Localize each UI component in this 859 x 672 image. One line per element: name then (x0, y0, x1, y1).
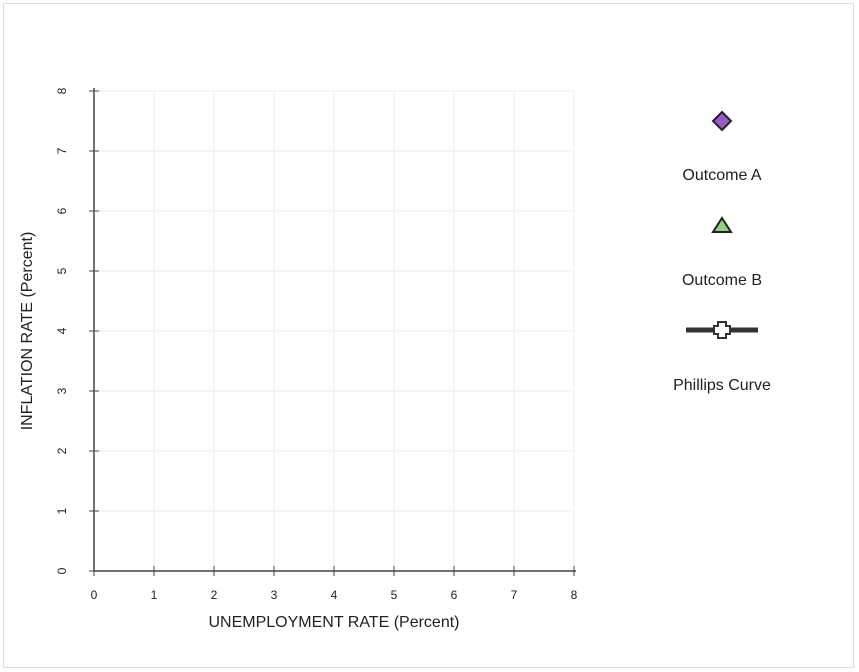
y-tick-label: 3 (55, 387, 69, 395)
x-tick-label: 5 (390, 588, 398, 602)
x-tick-label: 4 (330, 588, 338, 602)
legend-label-outcome-b: Outcome B (681, 272, 763, 289)
legend (673, 112, 771, 394)
x-tick-label: 0 (90, 588, 98, 602)
legend-item-outcome-b[interactable] (682, 218, 762, 289)
x-tick-label: 1 (150, 588, 158, 602)
x-tick-label: 2 (210, 588, 218, 602)
y-tick-label: 0 (55, 567, 69, 575)
x-tick-label: 3 (270, 588, 278, 602)
y-tick-label: 5 (55, 267, 69, 275)
y-axis-title: INFLATION RATE (Percent) (19, 231, 36, 431)
y-tick-label: 2 (55, 447, 69, 455)
y-tick-label: 1 (55, 507, 69, 515)
x-tick-label: 6 (450, 588, 458, 602)
x-tick-label: 8 (570, 588, 578, 602)
axes (94, 88, 576, 571)
x-tick-label: 7 (510, 588, 518, 602)
legend-label-outcome-a: Outcome A (682, 167, 762, 184)
y-tick-label: 6 (55, 207, 69, 215)
legend-item-phillips-curve[interactable] (673, 322, 771, 394)
legend-item-outcome-a[interactable] (682, 112, 761, 184)
diamond-icon[interactable] (713, 112, 731, 130)
grid (94, 91, 574, 571)
cross-line-icon[interactable] (714, 322, 730, 338)
legend-label-phillips-curve: Phillips Curve (673, 377, 771, 394)
y-ticks (55, 87, 99, 574)
y-tick-label: 8 (55, 87, 69, 95)
triangle-icon[interactable] (713, 218, 731, 232)
y-tick-label: 7 (55, 147, 69, 155)
y-tick-label: 4 (55, 327, 69, 335)
x-axis-title: UNEMPLOYMENT RATE (Percent) (208, 614, 460, 631)
